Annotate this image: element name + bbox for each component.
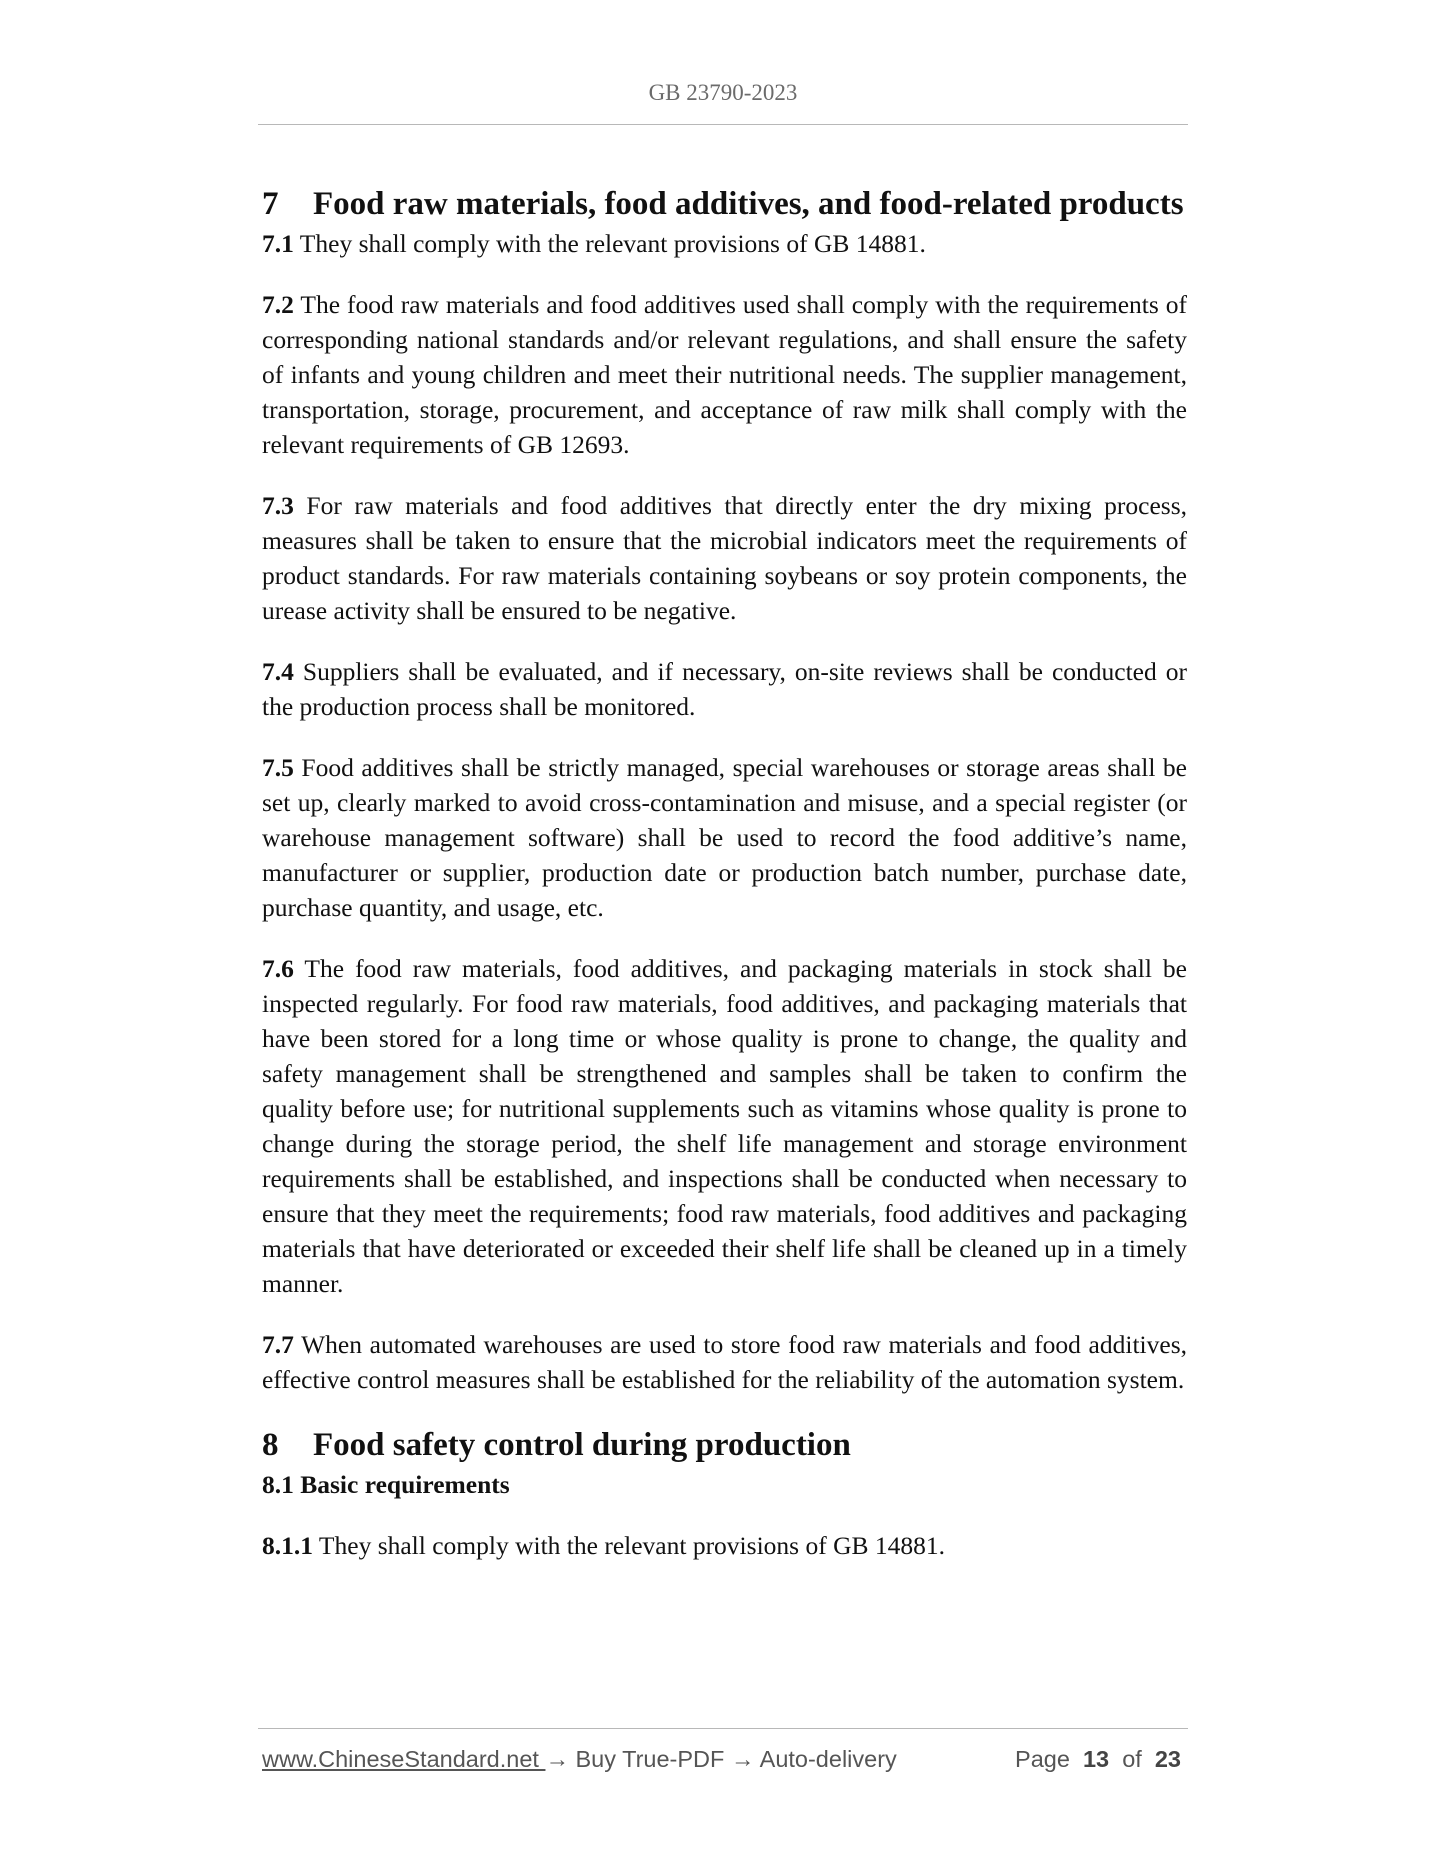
site-link[interactable]: www.ChineseStandard.net [262, 1746, 546, 1772]
current-page-number: 13 [1082, 1746, 1110, 1772]
clause-number: 8.1.1 [262, 1531, 313, 1560]
clause-number: 7.4 [262, 657, 294, 686]
section-7-heading [262, 182, 1187, 226]
clause-7-2 [262, 287, 1187, 462]
arrow-right-icon: → [730, 1746, 755, 1772]
clause-number: 7.2 [262, 290, 294, 319]
section-title: Food safety control during production [313, 1427, 851, 1463]
clause-7-6 [262, 951, 1187, 1301]
auto-delivery-text: Auto-delivery [759, 1746, 897, 1772]
arrow-right-icon: → [545, 1746, 569, 1772]
clause-text: The food raw materials, food additives, and packaging materials in stock shall be inspected regularly. For food raw materials, food additives, and packaging materials that have been stored for a long time or whose quality is prone to change, the quality and safety management shall be strengthened and samples shall be taken to confirm the quality before use; for nutritional supplements such as vitamins whose quality is prone to change during the storage period, the shelf life management and storage environment requirements shall be established, and inspections shall be conducted when necessary to ensure that they meet the requirements; food raw materials, food additives and packaging materials that have deteriorated or exceeded their shelf life shall be cleaned up in a timely manner. [262, 954, 1187, 1298]
section-title: Food raw materials, food additives, and food-related products [313, 186, 1184, 222]
section-number: 8 [262, 1427, 279, 1463]
clause-7-5 [262, 750, 1187, 925]
page-body [262, 182, 1187, 1589]
clause-number: 7.6 [262, 954, 294, 983]
of-label: of [1122, 1746, 1142, 1772]
clause-8-1-1 [262, 1528, 1187, 1563]
section-number: 7 [262, 186, 279, 222]
clause-text: They shall comply with the relevant provisions of GB 14881. [299, 229, 926, 258]
clause-7-4 [262, 654, 1187, 724]
clause-text: They shall comply with the relevant provisions of GB 14881. [318, 1531, 945, 1560]
clause-7-1 [262, 226, 1187, 261]
clause-text: Suppliers shall be evaluated, and if necessary, on-site reviews shall be conducted or the production process shall be monitored. [262, 657, 1188, 721]
page-label: Page [1015, 1746, 1070, 1772]
clause-number: 7.1 [262, 229, 294, 258]
section-8-heading [262, 1423, 1187, 1467]
clause-text: When automated warehouses are used to store food raw materials and food additives, effective control measures shall be established for the reliability of the automation system. [262, 1330, 1187, 1394]
clause-text: The food raw materials and food additives used shall comply with the requirements of corresponding national standards and/or relevant regulations, and shall ensure the safety of infants and young children and meet their nutritional needs. The supplier management, transportation, storage, procurement, and acceptance of raw milk shall comply with the relevant requirements of GB 12693. [262, 290, 1187, 459]
clause-text: For raw materials and food additives that directly enter the dry mixing process, measures shall be taken to ensure that the microbial indicators meet the requirements of product standards. For raw materials containing soybeans or soy protein components, the urease activity shall be ensured to be negative. [262, 491, 1188, 625]
clause-number: 7.3 [262, 491, 294, 520]
header-divider [258, 124, 1188, 125]
clause-number: 7.5 [262, 753, 294, 782]
clause-7-3 [262, 488, 1187, 628]
clause-7-7 [262, 1327, 1187, 1397]
page-footer [262, 1746, 1187, 1780]
footer-promo [262, 1746, 897, 1773]
clause-number: 7.7 [262, 1330, 294, 1359]
buy-pdf-text: Buy True-PDF [575, 1746, 725, 1772]
running-header: GB 23790-2023 [648, 80, 798, 105]
clause-text: Food additives shall be strictly managed, special warehouses or storage areas shall be set up, clearly marked to avoid cross-contamination and misuse, and a special register (or warehouse management software) shall be used to record the food additive’s name, manufacturer or supplier, production date or production batch number, purchase date, purchase quantity, and usage, etc. [262, 753, 1188, 922]
subsection-8-1-heading: 8.1 Basic requirements [262, 1470, 510, 1499]
page-indicator [1015, 1746, 1181, 1773]
footer-divider [258, 1728, 1188, 1729]
total-pages-number: 23 [1154, 1746, 1181, 1772]
